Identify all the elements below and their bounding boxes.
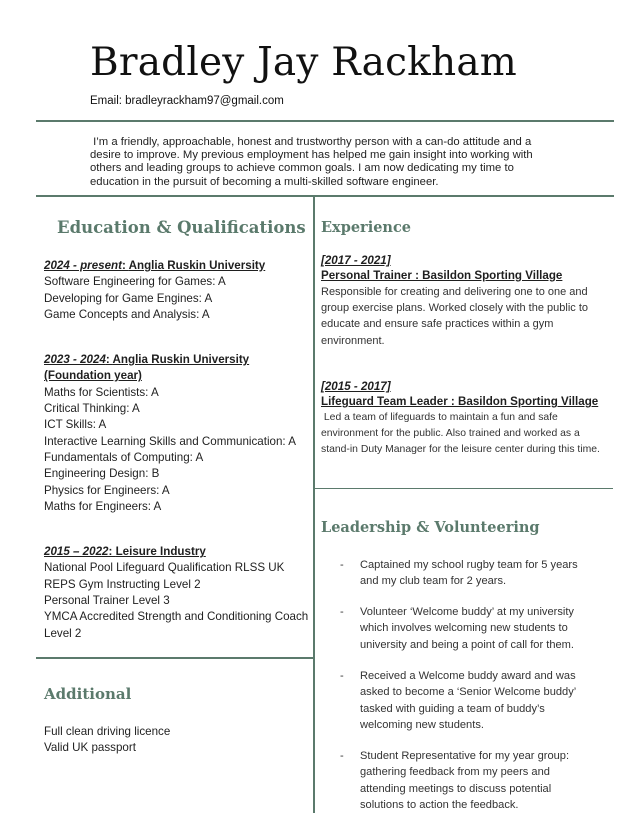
education-item: Interactive Learning Skills and Communication: A	[44, 434, 296, 448]
leadership-item	[340, 557, 595, 590]
education-item: REPS Gym Instructing Level 2	[44, 577, 201, 591]
education-item: YMCA Accredited Strength and Conditioning Coach Level 2	[44, 610, 309, 640]
education-item: Developing for Game Engines: A	[44, 291, 213, 305]
education-title: Education & Qualifications	[57, 218, 306, 237]
leadership-item	[340, 748, 595, 813]
education-entry	[44, 544, 309, 642]
education-period: 2015 – 2022	[44, 545, 109, 559]
education-item: ICT Skills: A	[44, 418, 107, 432]
additional-list	[44, 724, 304, 757]
experience-period: [2015 - 2017]	[321, 380, 391, 393]
education-heading: 2024 - present: Anglia Ruskin University	[44, 259, 266, 272]
education-institution: Anglia Ruskin University	[128, 259, 266, 272]
leadership-text: Volunteer ‘Welcome buddy’ at my university which involves welcoming new students to university and being a point of call for them.	[360, 606, 574, 651]
bullet-dash: -	[340, 750, 344, 762]
experience-period: [2017 - 2021]	[321, 254, 391, 267]
education-heading: 2023 - 2024: Anglia Ruskin University (Foundation year)	[44, 353, 250, 383]
personal-summary	[90, 136, 560, 189]
header-divider	[36, 120, 614, 122]
leadership-title: Leadership & Volunteering	[321, 519, 540, 536]
leadership-text: Student Representative for my year group: gathering feedback from my peers and attending meetings to discuss potential solutions to action the feedback.	[360, 750, 570, 811]
education-heading: 2015 – 2022: Leisure Industry	[44, 545, 206, 559]
education-entry	[44, 352, 309, 515]
education-institution: Leisure Industry	[115, 545, 206, 559]
education-list	[44, 258, 309, 642]
additional-item: Valid UK passport	[44, 741, 136, 755]
education-divider	[36, 657, 314, 659]
leadership-text: Captained my school rugby team for 5 years and my club team for 2 years.	[360, 559, 578, 588]
education-period: 2024 - present	[44, 259, 122, 272]
education-entry	[44, 258, 309, 323]
column-divider	[313, 197, 315, 813]
education-period: 2023 - 2024	[44, 353, 106, 367]
experience-title: Experience	[321, 219, 412, 236]
experience-entry	[321, 254, 611, 349]
leadership-text: Received a Welcome buddy award and was asked to become a ‘Senior Welcome buddy’ tasked with guiding a team of buddy’s welcoming new students.	[360, 670, 576, 731]
education-item: Personal Trainer Level 3	[44, 594, 170, 608]
bullet-dash: -	[340, 606, 344, 618]
email-line: Email: bradleyrackham97@gmail.com	[90, 95, 284, 107]
education-item: Game Concepts and Analysis: A	[44, 307, 210, 321]
summary-text: I’m a friendly, approachable, honest and trustworthy person with a can-do attitude and a desire to improve. My previous employment has helped me gain insight into working with others and leading groups to achieve common goals. I am now dedicating my time to education in the pursuit of becoming a multi-skilled software engineer.	[90, 136, 533, 188]
additional-title: Additional	[44, 685, 132, 703]
experience-entry	[321, 380, 611, 459]
experience-role: Lifeguard Team Leader : Basildon Sporting Village	[321, 395, 599, 408]
bullet-dash: -	[340, 559, 344, 571]
summary-divider	[36, 195, 614, 197]
experience-description-text: Led a team of lifeguards to maintain a fun and safe environment for the public. Also trained and worked as a stand-in Duty Manager for the leisure center during this time.	[321, 412, 600, 456]
education-item: Fundamentals of Computing: A	[44, 450, 204, 464]
experience-divider	[314, 488, 613, 489]
experience-role: Personal Trainer : Basildon Sporting Village	[321, 269, 563, 282]
leadership-item	[340, 668, 595, 733]
leadership-item	[340, 604, 595, 653]
education-item: Critical Thinking: A	[44, 402, 140, 416]
education-item: Physics for Engineers: A	[44, 483, 170, 497]
education-item: Maths for Scientists: A	[44, 385, 159, 399]
additional-item: Full clean driving licence	[44, 725, 171, 738]
experience-description: Responsible for creating and delivering one to one and group exercise plans. Worked closely with the public to educate and ensure safe practices within a gym environment.	[321, 286, 588, 347]
resume-name: Bradley Jay Rackham	[90, 40, 517, 85]
education-item: Software Engineering for Games: A	[44, 275, 226, 289]
education-institution: Anglia Ruskin University (Foundation year)	[44, 353, 250, 383]
education-item: National Pool Lifeguard Qualification RLSS UK	[44, 561, 285, 575]
education-item: Engineering Design: B	[44, 467, 160, 481]
bullet-dash: -	[340, 670, 344, 682]
experience-description	[321, 410, 611, 459]
education-item: Maths for Engineers: A	[44, 499, 162, 513]
